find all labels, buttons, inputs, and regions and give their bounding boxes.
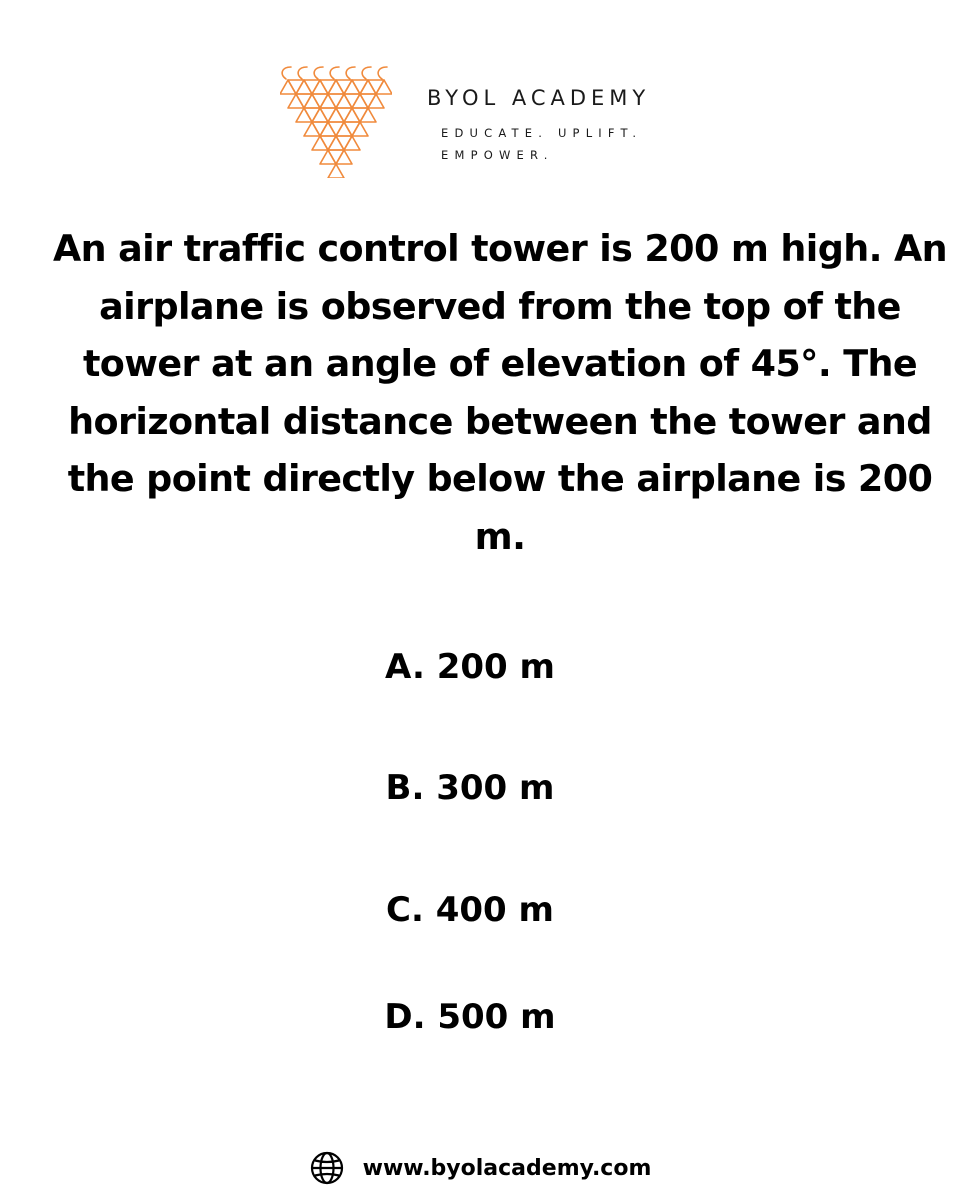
option-d[interactable]: D. 500 m [384,997,556,1037]
brand-logo-icon [280,64,392,178]
option-b[interactable]: B. 300 m [385,768,555,808]
option-a[interactable]: A. 200 m [385,647,555,687]
brand-name: BYOL ACADEMY [427,86,651,110]
footer [0,1148,960,1188]
globe-icon [309,1150,345,1186]
question-text: An air traffic control tower is 200 m high. An airplane is observed from the top of the tower at an angle of elevation of 45°. The horizontal distance between the tower and the point directly below the airplane is 200 m. [52,227,948,558]
brand-tagline: EDUCATE. UPLIFT. EMPOWER. [441,126,643,162]
website-link[interactable]: www.byolacademy.com [362,1155,652,1181]
option-c[interactable]: C. 400 m [386,890,554,930]
